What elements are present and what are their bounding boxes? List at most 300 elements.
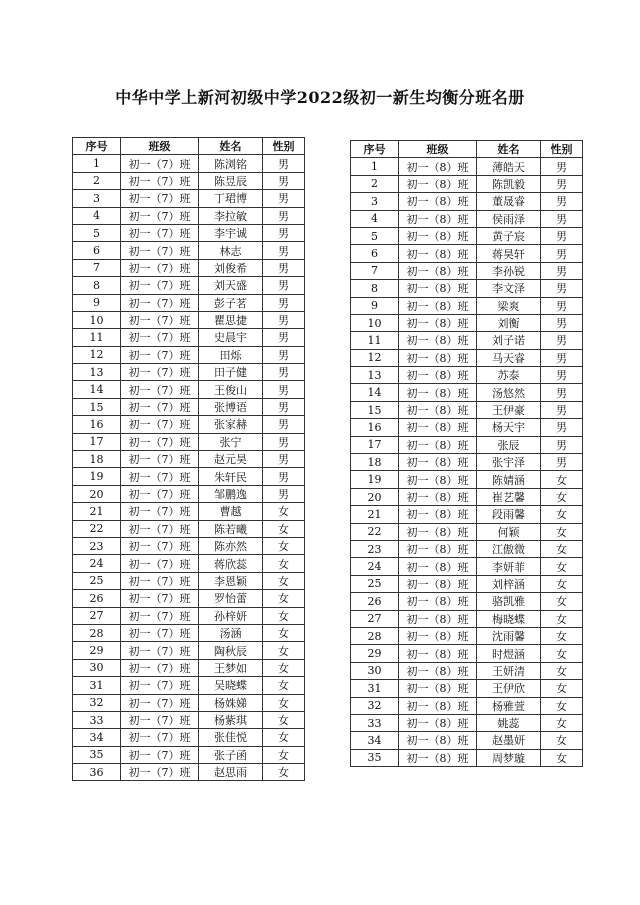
cell-no: 31 <box>73 677 121 694</box>
cell-gender: 男 <box>541 227 583 244</box>
cell-no: 22 <box>351 523 399 540</box>
cell-no: 11 <box>73 329 121 346</box>
cell-no: 27 <box>351 610 399 627</box>
cell-class: 初一（7）班 <box>121 746 199 763</box>
cell-gender: 男 <box>263 155 305 172</box>
cell-gender: 男 <box>263 364 305 381</box>
cell-class: 初一（8）班 <box>399 610 477 627</box>
cell-gender: 男 <box>263 294 305 311</box>
header-class: 班级 <box>121 138 199 155</box>
table-row <box>73 537 305 554</box>
cell-gender: 女 <box>541 627 583 644</box>
cell-class: 初一（8）班 <box>399 158 477 175</box>
cell-name: 刘子诺 <box>477 332 541 349</box>
table-row <box>351 384 583 401</box>
cell-class: 初一（8）班 <box>399 732 477 749</box>
cell-name: 张家赫 <box>199 416 263 433</box>
cell-no: 34 <box>351 732 399 749</box>
cell-name: 刘梓涵 <box>477 575 541 592</box>
cell-no: 15 <box>73 398 121 415</box>
header-gender: 性别 <box>263 138 305 155</box>
cell-class: 初一（7）班 <box>121 155 199 172</box>
cell-no: 23 <box>351 540 399 557</box>
cell-name: 林志 <box>199 242 263 259</box>
table-row <box>73 311 305 328</box>
cell-gender: 女 <box>263 746 305 763</box>
cell-name: 朱轩民 <box>199 468 263 485</box>
cell-gender: 女 <box>541 471 583 488</box>
cell-name: 王妍清 <box>477 662 541 679</box>
table-row <box>351 732 583 749</box>
cell-gender: 女 <box>263 520 305 537</box>
table-row <box>73 398 305 415</box>
cell-name: 侯雨泽 <box>477 210 541 227</box>
cell-class: 初一（8）班 <box>399 749 477 766</box>
cell-name: 李妍菲 <box>477 558 541 575</box>
table-row <box>73 729 305 746</box>
cell-name: 史晨宇 <box>199 329 263 346</box>
header-class: 班级 <box>399 141 477 158</box>
cell-gender: 女 <box>263 607 305 624</box>
table-row <box>351 697 583 714</box>
cell-gender: 男 <box>541 280 583 297</box>
cell-class: 初一（7）班 <box>121 294 199 311</box>
cell-class: 初一（8）班 <box>399 280 477 297</box>
cell-no: 28 <box>351 627 399 644</box>
cell-gender: 男 <box>263 207 305 224</box>
cell-name: 田烁 <box>199 346 263 363</box>
cell-class: 初一（8）班 <box>399 175 477 192</box>
table-row <box>351 662 583 679</box>
cell-class: 初一（7）班 <box>121 190 199 207</box>
table-header-row <box>73 138 305 155</box>
cell-gender: 男 <box>263 468 305 485</box>
cell-class: 初一（7）班 <box>121 624 199 641</box>
cell-class: 初一（7）班 <box>121 520 199 537</box>
cell-no: 10 <box>73 311 121 328</box>
cell-class: 初一（7）班 <box>121 764 199 781</box>
cell-class: 初一（8）班 <box>399 523 477 540</box>
cell-no: 12 <box>351 349 399 366</box>
cell-class: 初一（8）班 <box>399 593 477 610</box>
cell-name: 曹越 <box>199 503 263 520</box>
cell-name: 张宇泽 <box>477 454 541 471</box>
table-row <box>351 314 583 331</box>
table-row <box>351 349 583 366</box>
cell-no: 22 <box>73 520 121 537</box>
cell-no: 19 <box>351 471 399 488</box>
cell-no: 2 <box>351 175 399 192</box>
cell-class: 初一（7）班 <box>121 607 199 624</box>
cell-gender: 男 <box>541 367 583 384</box>
cell-no: 13 <box>351 367 399 384</box>
cell-no: 7 <box>351 262 399 279</box>
cell-no: 21 <box>351 506 399 523</box>
table-row <box>351 367 583 384</box>
table-row <box>351 749 583 766</box>
cell-name: 杨雅萱 <box>477 697 541 714</box>
cell-gender: 男 <box>541 245 583 262</box>
cell-class: 初一（8）班 <box>399 262 477 279</box>
cell-gender: 女 <box>263 659 305 676</box>
table-row <box>73 572 305 589</box>
roster-table-class-8 <box>350 140 583 767</box>
cell-name: 王俊山 <box>199 381 263 398</box>
table-row <box>73 607 305 624</box>
table-row <box>73 172 305 189</box>
cell-gender: 女 <box>541 558 583 575</box>
cell-name: 蒋欣蕊 <box>199 555 263 572</box>
table-row <box>73 711 305 728</box>
cell-class: 初一（7）班 <box>121 346 199 363</box>
cell-class: 初一（8）班 <box>399 384 477 401</box>
cell-no: 26 <box>73 590 121 607</box>
cell-name: 张辰 <box>477 436 541 453</box>
cell-gender: 男 <box>541 419 583 436</box>
cell-name: 陈浏铭 <box>199 155 263 172</box>
cell-class: 初一（8）班 <box>399 332 477 349</box>
cell-gender: 女 <box>541 662 583 679</box>
cell-no: 2 <box>73 172 121 189</box>
header-gender: 性别 <box>541 141 583 158</box>
cell-name: 杨天宇 <box>477 419 541 436</box>
cell-class: 初一（8）班 <box>399 227 477 244</box>
cell-gender: 男 <box>263 277 305 294</box>
table-row <box>73 433 305 450</box>
cell-gender: 女 <box>541 697 583 714</box>
table-row <box>351 297 583 314</box>
cell-class: 初一（8）班 <box>399 193 477 210</box>
cell-gender: 女 <box>541 506 583 523</box>
cell-gender: 男 <box>541 158 583 175</box>
cell-class: 初一（8）班 <box>399 558 477 575</box>
cell-no: 6 <box>73 242 121 259</box>
cell-name: 王伊欣 <box>477 680 541 697</box>
table-header-row <box>351 141 583 158</box>
cell-name: 陈婧涵 <box>477 471 541 488</box>
cell-class: 初一（8）班 <box>399 645 477 662</box>
cell-gender: 女 <box>263 555 305 572</box>
cell-gender: 男 <box>263 329 305 346</box>
table-row <box>73 694 305 711</box>
cell-no: 11 <box>351 332 399 349</box>
cell-gender: 女 <box>541 488 583 505</box>
cell-gender: 男 <box>541 262 583 279</box>
table-row <box>351 610 583 627</box>
table-row <box>351 471 583 488</box>
cell-name: 李孙锐 <box>477 262 541 279</box>
table-row <box>73 677 305 694</box>
cell-class: 初一（7）班 <box>121 694 199 711</box>
table-row <box>351 506 583 523</box>
cell-name: 梅晓蝶 <box>477 610 541 627</box>
cell-class: 初一（8）班 <box>399 401 477 418</box>
roster-table-class-7 <box>72 137 305 781</box>
table-row <box>73 659 305 676</box>
cell-name: 陈亦然 <box>199 537 263 554</box>
cell-no: 14 <box>73 381 121 398</box>
cell-class: 初一（7）班 <box>121 711 199 728</box>
cell-name: 刘俊希 <box>199 259 263 276</box>
cell-name: 姚蕊 <box>477 714 541 731</box>
cell-gender: 女 <box>263 572 305 589</box>
cell-gender: 男 <box>541 314 583 331</box>
table-row <box>351 488 583 505</box>
cell-no: 10 <box>351 314 399 331</box>
cell-no: 20 <box>73 485 121 502</box>
cell-no: 20 <box>351 488 399 505</box>
cell-no: 7 <box>73 259 121 276</box>
cell-name: 罗怡蕾 <box>199 590 263 607</box>
cell-no: 13 <box>73 364 121 381</box>
cell-gender: 女 <box>263 590 305 607</box>
cell-gender: 男 <box>263 416 305 433</box>
cell-gender: 男 <box>263 259 305 276</box>
cell-name: 李拉敏 <box>199 207 263 224</box>
cell-gender: 男 <box>541 454 583 471</box>
cell-class: 初一（7）班 <box>121 433 199 450</box>
cell-name: 蒋昊轩 <box>477 245 541 262</box>
cell-class: 初一（8）班 <box>399 471 477 488</box>
cell-name: 田子健 <box>199 364 263 381</box>
cell-gender: 女 <box>541 749 583 766</box>
cell-gender: 女 <box>263 729 305 746</box>
cell-name: 汤涵 <box>199 624 263 641</box>
table-row <box>351 645 583 662</box>
cell-no: 30 <box>351 662 399 679</box>
cell-gender: 男 <box>541 210 583 227</box>
cell-class: 初一（7）班 <box>121 207 199 224</box>
cell-gender: 女 <box>263 624 305 641</box>
cell-class: 初一（8）班 <box>399 714 477 731</box>
cell-no: 4 <box>73 207 121 224</box>
cell-name: 董晟睿 <box>477 193 541 210</box>
cell-gender: 女 <box>541 593 583 610</box>
cell-gender: 男 <box>263 398 305 415</box>
cell-gender: 女 <box>263 537 305 554</box>
table-row <box>351 245 583 262</box>
table-row <box>73 346 305 363</box>
cell-gender: 男 <box>263 172 305 189</box>
cell-no: 15 <box>351 401 399 418</box>
table-row <box>351 262 583 279</box>
cell-class: 初一（7）班 <box>121 485 199 502</box>
cell-class: 初一（8）班 <box>399 506 477 523</box>
cell-no: 1 <box>73 155 121 172</box>
page-title: 中华中学上新河初级中学2022级初一新生均衡分班名册 <box>115 88 525 107</box>
cell-gender: 女 <box>541 645 583 662</box>
table-row <box>351 401 583 418</box>
cell-name: 刘天盛 <box>199 277 263 294</box>
cell-class: 初一（7）班 <box>121 537 199 554</box>
cell-class: 初一（8）班 <box>399 575 477 592</box>
table-row <box>351 175 583 192</box>
cell-class: 初一（7）班 <box>121 677 199 694</box>
cell-gender: 男 <box>541 401 583 418</box>
cell-name: 崔艺馨 <box>477 488 541 505</box>
cell-name: 江傲微 <box>477 540 541 557</box>
cell-class: 初一（8）班 <box>399 210 477 227</box>
cell-name: 王伊豪 <box>477 401 541 418</box>
cell-gender: 女 <box>541 523 583 540</box>
table-row <box>73 468 305 485</box>
cell-name: 骆凯雅 <box>477 593 541 610</box>
cell-no: 16 <box>73 416 121 433</box>
cell-class: 初一（7）班 <box>121 503 199 520</box>
cell-class: 初一（8）班 <box>399 419 477 436</box>
cell-class: 初一（7）班 <box>121 364 199 381</box>
table-row <box>351 627 583 644</box>
table-row <box>73 224 305 241</box>
table-row <box>73 329 305 346</box>
table-row <box>351 454 583 471</box>
cell-no: 6 <box>351 245 399 262</box>
cell-gender: 男 <box>541 332 583 349</box>
cell-gender: 女 <box>541 680 583 697</box>
cell-class: 初一（7）班 <box>121 259 199 276</box>
cell-class: 初一（7）班 <box>121 172 199 189</box>
cell-name: 张博语 <box>199 398 263 415</box>
cell-name: 陈凯毅 <box>477 175 541 192</box>
cell-gender: 男 <box>263 190 305 207</box>
table-row <box>351 523 583 540</box>
cell-gender: 男 <box>541 436 583 453</box>
cell-no: 3 <box>351 193 399 210</box>
cell-no: 5 <box>73 224 121 241</box>
cell-no: 8 <box>73 277 121 294</box>
cell-name: 杨紫琪 <box>199 711 263 728</box>
cell-class: 初一（8）班 <box>399 488 477 505</box>
cell-class: 初一（7）班 <box>121 590 199 607</box>
table-row <box>73 485 305 502</box>
cell-gender: 男 <box>263 346 305 363</box>
cell-gender: 女 <box>263 694 305 711</box>
cell-class: 初一（7）班 <box>121 242 199 259</box>
cell-name: 苏泰 <box>477 367 541 384</box>
cell-no: 9 <box>351 297 399 314</box>
cell-class: 初一（7）班 <box>121 451 199 468</box>
cell-class: 初一（7）班 <box>121 642 199 659</box>
cell-gender: 女 <box>263 764 305 781</box>
cell-no: 12 <box>73 346 121 363</box>
cell-name: 陈昱辰 <box>199 172 263 189</box>
table-row <box>73 242 305 259</box>
cell-class: 初一（7）班 <box>121 329 199 346</box>
cell-no: 9 <box>73 294 121 311</box>
cell-class: 初一（8）班 <box>399 627 477 644</box>
cell-name: 李文泽 <box>477 280 541 297</box>
cell-gender: 女 <box>263 711 305 728</box>
table-row <box>73 555 305 572</box>
cell-name: 张宁 <box>199 433 263 450</box>
cell-name: 瞿思捷 <box>199 311 263 328</box>
table-row <box>73 642 305 659</box>
cell-no: 36 <box>73 764 121 781</box>
cell-name: 段雨馨 <box>477 506 541 523</box>
cell-no: 18 <box>73 451 121 468</box>
cell-class: 初一（7）班 <box>121 277 199 294</box>
cell-no: 25 <box>73 572 121 589</box>
cell-gender: 女 <box>541 540 583 557</box>
cell-name: 陶秋辰 <box>199 642 263 659</box>
cell-name: 时煜涵 <box>477 645 541 662</box>
header-name: 姓名 <box>199 138 263 155</box>
table-row <box>73 381 305 398</box>
cell-class: 初一（7）班 <box>121 468 199 485</box>
cell-no: 16 <box>351 419 399 436</box>
cell-class: 初一（8）班 <box>399 245 477 262</box>
cell-no: 31 <box>351 680 399 697</box>
cell-gender: 男 <box>263 485 305 502</box>
cell-gender: 男 <box>541 297 583 314</box>
cell-gender: 男 <box>263 242 305 259</box>
table-row <box>73 364 305 381</box>
table-row <box>351 193 583 210</box>
cell-name: 杨姝娣 <box>199 694 263 711</box>
table-row <box>73 746 305 763</box>
cell-name: 张子函 <box>199 746 263 763</box>
cell-class: 初一（7）班 <box>121 572 199 589</box>
table-row <box>351 540 583 557</box>
table-row <box>73 190 305 207</box>
cell-name: 赵墨妍 <box>477 732 541 749</box>
cell-name: 孙梓妍 <box>199 607 263 624</box>
cell-gender: 男 <box>263 433 305 450</box>
table-row <box>73 294 305 311</box>
cell-name: 李宇诚 <box>199 224 263 241</box>
cell-gender: 女 <box>541 575 583 592</box>
table-row <box>73 259 305 276</box>
cell-name: 丁珺博 <box>199 190 263 207</box>
table-row <box>73 590 305 607</box>
cell-name: 陈若曦 <box>199 520 263 537</box>
cell-no: 17 <box>351 436 399 453</box>
cell-no: 34 <box>73 729 121 746</box>
cell-class: 初一（8）班 <box>399 297 477 314</box>
cell-no: 5 <box>351 227 399 244</box>
cell-no: 32 <box>351 697 399 714</box>
cell-class: 初一（7）班 <box>121 729 199 746</box>
cell-name: 吴晓蝶 <box>199 677 263 694</box>
cell-gender: 女 <box>541 732 583 749</box>
cell-class: 初一（8）班 <box>399 454 477 471</box>
cell-class: 初一（8）班 <box>399 680 477 697</box>
cell-gender: 男 <box>541 384 583 401</box>
cell-gender: 男 <box>263 451 305 468</box>
cell-gender: 男 <box>541 193 583 210</box>
cell-name: 沈雨馨 <box>477 627 541 644</box>
cell-name: 汤悠然 <box>477 384 541 401</box>
cell-gender: 男 <box>263 311 305 328</box>
cell-class: 初一（7）班 <box>121 555 199 572</box>
cell-name: 彭子茗 <box>199 294 263 311</box>
cell-gender: 男 <box>263 381 305 398</box>
table-row <box>351 158 583 175</box>
cell-class: 初一（7）班 <box>121 659 199 676</box>
table-row <box>73 451 305 468</box>
table-row <box>73 155 305 172</box>
table-row <box>73 764 305 781</box>
cell-no: 33 <box>73 711 121 728</box>
cell-name: 黄子宸 <box>477 227 541 244</box>
table-row <box>351 714 583 731</box>
table-row <box>351 210 583 227</box>
cell-no: 25 <box>351 575 399 592</box>
cell-no: 32 <box>73 694 121 711</box>
cell-gender: 女 <box>541 610 583 627</box>
cell-name: 梁爽 <box>477 297 541 314</box>
table-row <box>351 593 583 610</box>
